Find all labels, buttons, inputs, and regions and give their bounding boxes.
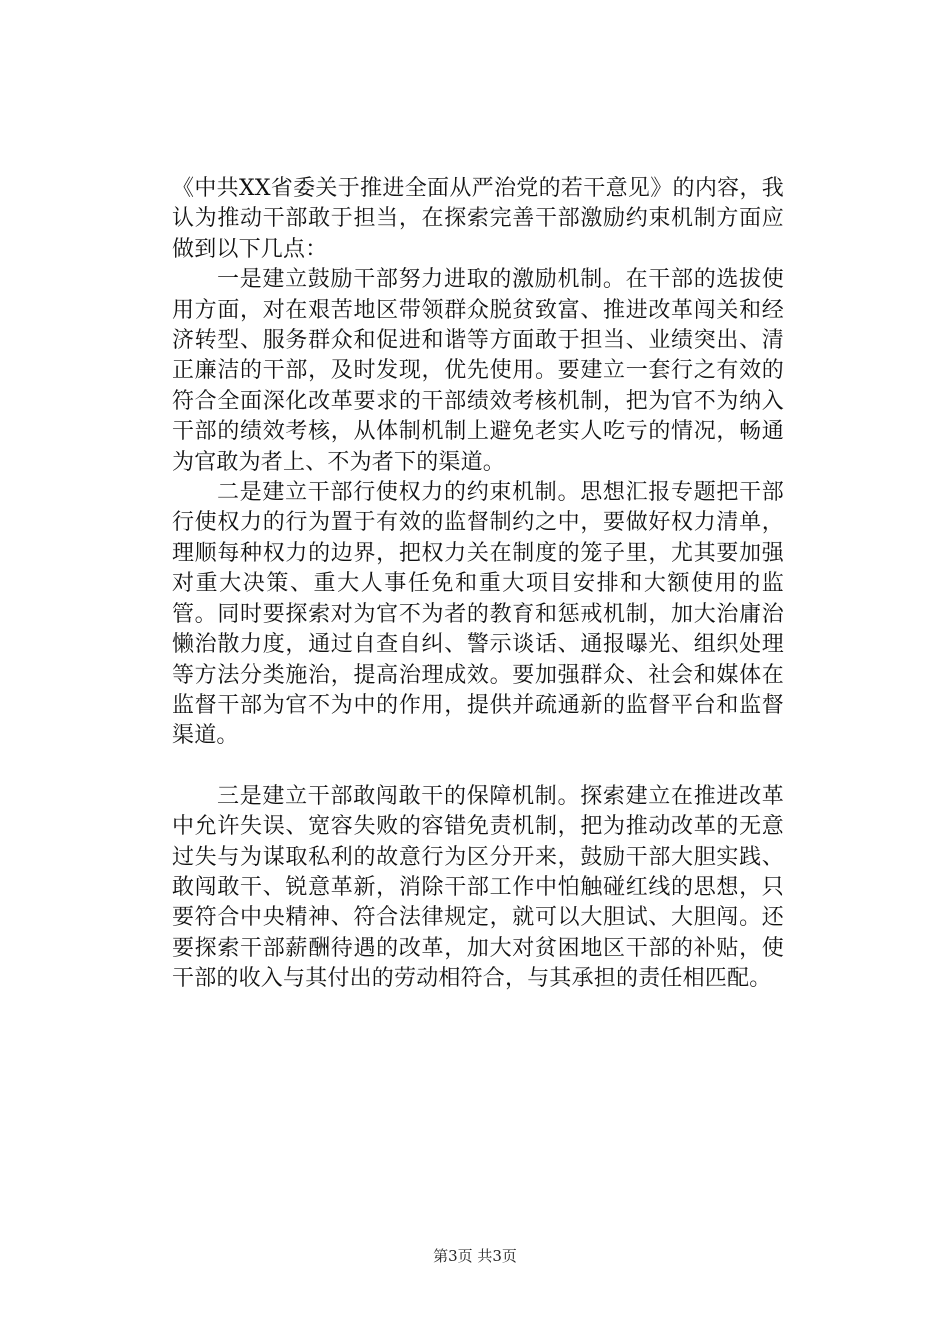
page-number-footer: 第3页 共3页 — [433, 1247, 517, 1265]
paragraph-guarantee-mechanism: 三是建立干部敢闯敢干的保障机制。探索建立在推进改革中允许失误、宽容失败的容错免责机制，把为推动改革的无意过失与为谋取私利的故意行为区分开来，鼓励干部大胆实践、敢闯敢干、锐意革新，消除干部工作中怕触碰红线的思想，只要符合中央精神、符合法律规定，就可以大胆试、大胆闯。还要探索干部薪酬待遇的改革，加大对贫困地区干部的补贴，使干部的收入与其付出的劳动相符合，与其承担的责任相匹配。 — [172, 783, 784, 992]
document-body — [172, 174, 784, 995]
paragraph-incentive-mechanism: 一是建立鼓励干部努力进取的激励机制。在干部的选拔使用方面，对在艰苦地区带领群众脱贫致富、推进改革闯关和经济转型、服务群众和促进和谐等方面敢于担当、业绩突出、清正廉洁的干部，及时发现，优先使用。要建立一套行之有效的符合全面深化改革要求的干部绩效考核机制，把为官不为纳入干部的绩效考核，从体制机制上避免老实人吃亏的情况，畅通为官敢为者上、不为者下的渠道。 — [172, 267, 784, 475]
paragraph-intro: 《中共XX省委关于推进全面从严治党的若干意见》的内容，我认为推动干部敢于担当，在探索完善干部激励约束机制方面应做到以下几点： — [172, 176, 784, 262]
paragraph-constraint-mechanism: 二是建立干部行使权力的约束机制。思想汇报专题把干部行使权力的行为置于有效的监督制约之中，要做好权力清单，理顺每种权力的边界，把权力关在制度的笼子里，尤其要加强对重大决策、重大人事任免和重大项目安排和大额使用的监管。同时要探索对为官不为者的教育和惩戒机制，加大治庸治懒治散力度，通过自查自纠、警示谈话、通报曝光、组织处理等方法分类施治，提高治理成效。要加强群众、社会和媒体在监督干部为官不为中的作用，提供并疏通新的监督平台和监督渠道。 — [172, 480, 784, 749]
